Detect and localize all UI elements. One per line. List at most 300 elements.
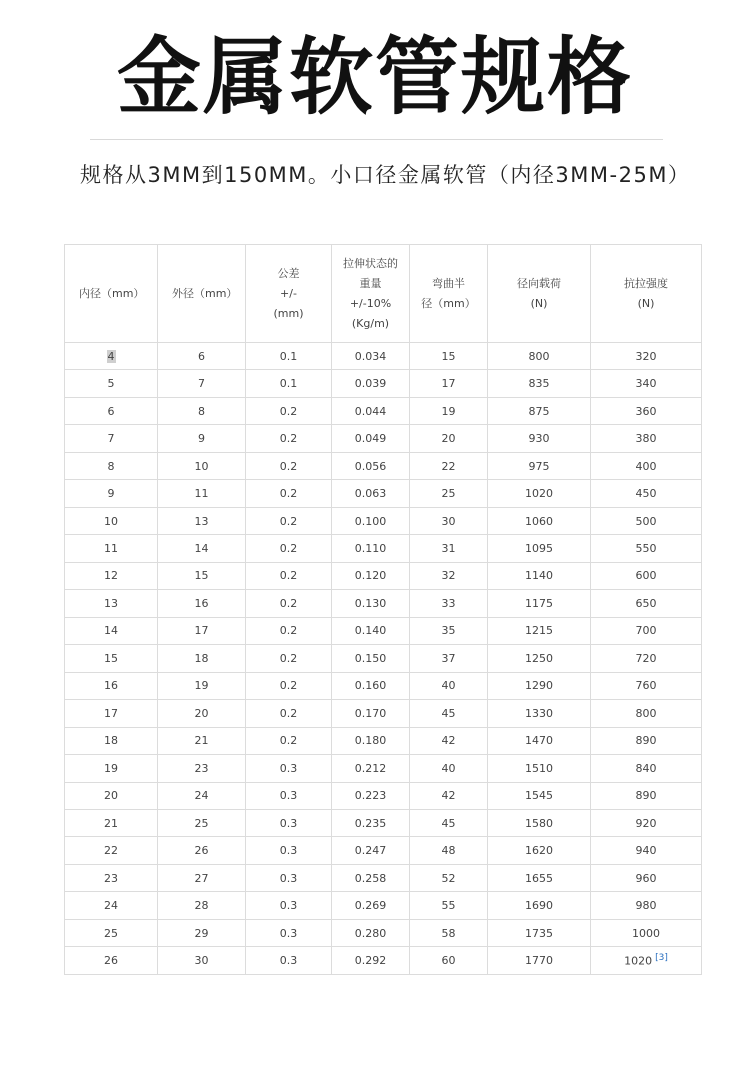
tensile-strength-cell (591, 507, 702, 534)
cell-value: 0.056 (354, 459, 387, 473)
cell-value: 890 (635, 789, 657, 803)
cell-value: 15 (441, 349, 456, 363)
outer-diameter-cell (158, 397, 246, 424)
table-row (65, 700, 702, 727)
cell-value: 1655 (525, 871, 553, 885)
tolerance-cell (246, 782, 332, 809)
cell-value: 7 (198, 377, 205, 391)
cell-value: 21 (194, 734, 209, 748)
cell-value: 23 (104, 871, 118, 885)
cell-value: 0.120 (354, 569, 387, 583)
header-tolerance: 公差 +/- (mm) (246, 245, 332, 343)
outer-diameter-cell (158, 617, 246, 644)
cell-value: 720 (635, 651, 657, 665)
cell-value: 6 (107, 404, 115, 418)
cell-value: 875 (528, 404, 550, 418)
cell-value: 19 (194, 679, 209, 693)
cell-value: 0.2 (279, 596, 298, 610)
inner-diameter-cell (65, 837, 158, 864)
cell-value: 0.280 (354, 926, 387, 940)
cell-value: 40 (441, 679, 456, 693)
bend-radius-cell (410, 452, 488, 479)
tensile-strength-cell (591, 782, 702, 809)
cell-value: 27 (194, 871, 209, 885)
cell-value: 0.2 (279, 542, 298, 556)
cell-value: 22 (104, 844, 118, 858)
bend-radius-cell (410, 919, 488, 946)
cell-value: 0.2 (279, 679, 298, 693)
radial-load-cell (488, 672, 591, 699)
table-row (65, 672, 702, 699)
table-row (65, 480, 702, 507)
cell-value: 1545 (525, 789, 553, 803)
inner-diameter-cell (65, 700, 158, 727)
tolerance-cell (246, 837, 332, 864)
cell-value: 0.130 (354, 596, 387, 610)
bend-radius-cell (410, 645, 488, 672)
tensile-strength-cell (591, 617, 702, 644)
bend-radius-cell (410, 425, 488, 452)
radial-load-cell (488, 755, 591, 782)
cell-value: 30 (441, 514, 456, 528)
cell-value: 32 (441, 569, 456, 583)
cell-value: 42 (441, 734, 456, 748)
weight-cell (332, 452, 410, 479)
bend-radius-cell (410, 480, 488, 507)
cell-value: 7 (107, 432, 115, 446)
table-row (65, 809, 702, 836)
cell-value: 0.049 (354, 432, 387, 446)
cell-value: 0.140 (354, 624, 387, 638)
outer-diameter-cell (158, 480, 246, 507)
cell-value: 0.039 (354, 377, 387, 391)
radial-load-cell (488, 480, 591, 507)
weight-cell (332, 919, 410, 946)
cell-value: 0.3 (279, 844, 298, 858)
cell-value: 48 (441, 844, 456, 858)
tolerance-cell (246, 727, 332, 754)
weight-cell (332, 343, 410, 370)
page-title: 金属软管规格 (116, 28, 633, 126)
inner-diameter-cell (65, 809, 158, 836)
weight-cell (332, 645, 410, 672)
cell-value: 0.180 (354, 734, 387, 748)
tensile-strength-cell (591, 480, 702, 507)
tensile-strength-cell (591, 727, 702, 754)
table-body (65, 343, 702, 975)
inner-diameter-cell (65, 425, 158, 452)
outer-diameter-cell (158, 700, 246, 727)
cell-value: 17 (441, 377, 456, 391)
cell-value: 1770 (525, 954, 553, 968)
tolerance-cell (246, 452, 332, 479)
header-weight: 拉伸状态的 重量 +/-10% (Kg/m) (332, 245, 410, 343)
cell-value: 17 (194, 624, 209, 638)
cell-value: 45 (441, 816, 456, 830)
table-row (65, 343, 702, 370)
inner-diameter-cell (65, 672, 158, 699)
reference-link[interactable]: [3] (655, 953, 668, 964)
outer-diameter-cell (158, 837, 246, 864)
page-subtitle: 规格从3MM到150MM。小口径金属软管（内径3MM-25M） (80, 163, 691, 187)
cell-value: 1470 (525, 734, 553, 748)
table-row (65, 782, 702, 809)
outer-diameter-cell (158, 562, 246, 589)
tolerance-cell (246, 617, 332, 644)
cell-value: 9 (107, 487, 115, 501)
cell-value: 835 (528, 377, 550, 391)
cell-value: 18 (104, 734, 118, 748)
tolerance-cell (246, 947, 332, 975)
header-outer-diameter: 外径（mm） (158, 245, 246, 343)
radial-load-cell (488, 919, 591, 946)
cell-value: 31 (441, 542, 456, 556)
outer-diameter-cell (158, 645, 246, 672)
cell-value: 1510 (525, 761, 553, 775)
cell-value: 0.3 (279, 926, 298, 940)
weight-cell (332, 535, 410, 562)
inner-diameter-cell (65, 590, 158, 617)
table-row (65, 727, 702, 754)
header-bend-radius: 弯曲半 径（mm） (410, 245, 488, 343)
weight-cell (332, 947, 410, 975)
cell-value: 1020 (525, 487, 553, 501)
tensile-strength-cell (591, 837, 702, 864)
radial-load-cell (488, 562, 591, 589)
tolerance-cell (246, 700, 332, 727)
outer-diameter-cell (158, 892, 246, 919)
cell-value: 19 (441, 404, 456, 418)
cell-value: 0.2 (279, 514, 298, 528)
cell-value: 25 (194, 816, 209, 830)
radial-load-cell (488, 452, 591, 479)
tensile-strength-cell (591, 700, 702, 727)
radial-load-cell (488, 370, 591, 397)
table-row (65, 590, 702, 617)
cell-value: 1620 (525, 844, 553, 858)
inner-diameter-cell (65, 480, 158, 507)
cell-value: 0.212 (354, 761, 387, 775)
bend-radius-cell (410, 672, 488, 699)
table-row (65, 535, 702, 562)
cell-value: 0.2 (279, 651, 298, 665)
radial-load-cell (488, 397, 591, 424)
cell-value: 0.2 (279, 459, 298, 473)
cell-value: 16 (104, 679, 118, 693)
radial-load-cell (488, 727, 591, 754)
weight-cell (332, 480, 410, 507)
cell-value: 0.2 (279, 487, 298, 501)
cell-value: 24 (194, 789, 209, 803)
radial-load-cell (488, 645, 591, 672)
bend-radius-cell (410, 782, 488, 809)
cell-value: 52 (441, 871, 456, 885)
table-row (65, 425, 702, 452)
cell-value: 840 (635, 761, 657, 775)
inner-diameter-cell (65, 452, 158, 479)
cell-value: 5 (107, 377, 115, 391)
cell-value: 0.160 (354, 679, 387, 693)
tolerance-cell (246, 590, 332, 617)
cell-value: 0.150 (354, 651, 387, 665)
cell-value: 940 (635, 844, 657, 858)
cell-value: 10 (104, 514, 118, 528)
weight-cell (332, 425, 410, 452)
cell-value: 25 (441, 487, 456, 501)
bend-radius-cell (410, 397, 488, 424)
cell-value: 1000 (632, 926, 660, 940)
inner-diameter-cell (65, 919, 158, 946)
cell-value: 42 (441, 789, 456, 803)
weight-cell (332, 700, 410, 727)
tolerance-cell (246, 343, 332, 370)
cell-value: 800 (635, 706, 657, 720)
bend-radius-cell (410, 507, 488, 534)
cell-value: 17 (104, 706, 118, 720)
cell-value: 19 (104, 761, 118, 775)
table-row (65, 617, 702, 644)
inner-diameter-cell (65, 397, 158, 424)
header-radial-load: 径向载荷 (N) (488, 245, 591, 343)
inner-diameter-cell (65, 782, 158, 809)
cell-value: 0.170 (354, 706, 387, 720)
bend-radius-cell (410, 755, 488, 782)
cell-value: 23 (194, 761, 209, 775)
cell-value: 0.2 (279, 569, 298, 583)
bend-radius-cell (410, 837, 488, 864)
outer-diameter-cell (158, 809, 246, 836)
outer-diameter-cell (158, 452, 246, 479)
table-row (65, 562, 702, 589)
radial-load-cell (488, 809, 591, 836)
cell-value: 700 (635, 624, 657, 638)
cell-value: 800 (528, 349, 550, 363)
tolerance-cell (246, 864, 332, 891)
header-tensile-strength: 抗拉强度 (N) (591, 245, 702, 343)
tensile-strength-cell (591, 809, 702, 836)
cell-value: 650 (635, 596, 657, 610)
weight-cell (332, 864, 410, 891)
cell-value: 30 (194, 954, 209, 968)
tolerance-cell (246, 645, 332, 672)
inner-diameter-cell (65, 947, 158, 975)
cell-value: 1735 (525, 926, 553, 940)
cell-value: 0.034 (354, 349, 387, 363)
bend-radius-cell (410, 892, 488, 919)
cell-value: 340 (635, 377, 657, 391)
tolerance-cell (246, 755, 332, 782)
cell-value: 400 (635, 459, 657, 473)
tolerance-cell (246, 507, 332, 534)
outer-diameter-cell (158, 672, 246, 699)
cell-value: 10 (194, 459, 209, 473)
cell-value: 0.292 (354, 954, 387, 968)
radial-load-cell (488, 425, 591, 452)
cell-value: 760 (635, 679, 657, 693)
cell-value: 55 (441, 899, 456, 913)
tolerance-cell (246, 562, 332, 589)
outer-diameter-cell (158, 343, 246, 370)
table-row (65, 397, 702, 424)
cell-value: 58 (441, 926, 456, 940)
weight-cell (332, 617, 410, 644)
cell-value: 0.2 (279, 706, 298, 720)
cell-value: 0.2 (279, 432, 298, 446)
cell-value: 0.3 (279, 816, 298, 830)
cell-value: 920 (635, 816, 657, 830)
table-row (65, 370, 702, 397)
cell-value: 45 (441, 706, 456, 720)
cell-value: 22 (441, 459, 456, 473)
radial-load-cell (488, 892, 591, 919)
cell-value: 0.247 (354, 844, 387, 858)
table-row (65, 947, 702, 975)
inner-diameter-cell (65, 727, 158, 754)
cell-value: 8 (107, 459, 115, 473)
radial-load-cell (488, 617, 591, 644)
bend-radius-cell (410, 617, 488, 644)
cell-value: 975 (528, 459, 550, 473)
cell-value: 360 (635, 404, 657, 418)
bend-radius-cell (410, 727, 488, 754)
table-row (65, 452, 702, 479)
outer-diameter-cell (158, 590, 246, 617)
cell-value: 16 (194, 596, 209, 610)
bend-radius-cell (410, 343, 488, 370)
cell-value: 600 (635, 569, 657, 583)
cell-value: 0.235 (354, 816, 387, 830)
bend-radius-cell (410, 809, 488, 836)
tensile-strength-cell (591, 892, 702, 919)
bend-radius-cell (410, 864, 488, 891)
cell-value: 8 (198, 404, 205, 418)
cell-value: 1060 (525, 514, 553, 528)
table-row (65, 507, 702, 534)
cell-value: 1290 (525, 679, 553, 693)
tensile-strength-cell (591, 535, 702, 562)
cell-value: 29 (194, 926, 209, 940)
cell-value: 1690 (525, 899, 553, 913)
cell-value: 1580 (525, 816, 553, 830)
cell-value: 0.1 (279, 377, 298, 391)
weight-cell (332, 507, 410, 534)
tensile-strength-cell (591, 755, 702, 782)
cell-value: 380 (635, 432, 657, 446)
cell-value: 12 (104, 569, 118, 583)
radial-load-cell (488, 782, 591, 809)
tolerance-cell (246, 397, 332, 424)
bend-radius-cell (410, 370, 488, 397)
outer-diameter-cell (158, 755, 246, 782)
tensile-strength-cell (591, 397, 702, 424)
cell-value: 1175 (525, 596, 553, 610)
cell-value: 890 (635, 734, 657, 748)
inner-diameter-cell (65, 535, 158, 562)
cell-value: 33 (441, 596, 456, 610)
inner-diameter-cell (65, 645, 158, 672)
title-divider (90, 139, 663, 140)
cell-value: 1020 (624, 954, 653, 968)
cell-value: 450 (635, 487, 657, 501)
cell-value: 21 (104, 816, 118, 830)
cell-value: 0.3 (279, 789, 298, 803)
radial-load-cell (488, 864, 591, 891)
radial-load-cell (488, 700, 591, 727)
cell-value: 37 (441, 651, 456, 665)
weight-cell (332, 782, 410, 809)
outer-diameter-cell (158, 864, 246, 891)
tolerance-cell (246, 425, 332, 452)
outer-diameter-cell (158, 727, 246, 754)
cell-value: 0.2 (279, 404, 298, 418)
weight-cell (332, 837, 410, 864)
cell-value: 24 (104, 899, 118, 913)
cell-value: 980 (635, 899, 657, 913)
tensile-strength-cell (591, 672, 702, 699)
tensile-strength-cell (591, 645, 702, 672)
table-row (65, 864, 702, 891)
cell-value: 930 (528, 432, 550, 446)
inner-diameter-cell (65, 507, 158, 534)
outer-diameter-cell (158, 947, 246, 975)
cell-value: 1330 (525, 706, 553, 720)
cell-value: 0.2 (279, 734, 298, 748)
tolerance-cell (246, 370, 332, 397)
cell-value: 4 (107, 349, 115, 363)
cell-value: 20 (194, 706, 209, 720)
radial-load-cell (488, 343, 591, 370)
cell-value: 0.044 (354, 404, 387, 418)
weight-cell (332, 397, 410, 424)
cell-value: 26 (104, 954, 118, 968)
cell-value: 0.258 (354, 871, 387, 885)
inner-diameter-cell (65, 343, 158, 370)
table-row (65, 837, 702, 864)
tolerance-cell (246, 480, 332, 507)
cell-value: 13 (194, 514, 209, 528)
outer-diameter-cell (158, 535, 246, 562)
bend-radius-cell (410, 535, 488, 562)
tolerance-cell (246, 892, 332, 919)
table-row (65, 892, 702, 919)
cell-value: 1250 (525, 651, 553, 665)
tensile-strength-cell (591, 370, 702, 397)
table-row (65, 755, 702, 782)
inner-diameter-cell (65, 755, 158, 782)
table-row (65, 645, 702, 672)
cell-value: 13 (104, 596, 118, 610)
cell-value: 0.063 (354, 487, 387, 501)
cell-value: 550 (635, 542, 657, 556)
tensile-strength-cell (591, 864, 702, 891)
cell-value: 11 (194, 487, 209, 501)
cell-value: 25 (104, 926, 118, 940)
cell-value: 0.3 (279, 871, 298, 885)
cell-value: 6 (198, 349, 205, 363)
cell-value: 20 (104, 789, 118, 803)
tensile-strength-cell (591, 590, 702, 617)
cell-value: 11 (104, 542, 118, 556)
weight-cell (332, 370, 410, 397)
weight-cell (332, 562, 410, 589)
cell-value: 15 (104, 651, 118, 665)
tolerance-cell (246, 919, 332, 946)
tolerance-cell (246, 535, 332, 562)
cell-value: 0.2 (279, 624, 298, 638)
cell-value: 15 (194, 569, 209, 583)
weight-cell (332, 809, 410, 836)
table-header-row (65, 245, 702, 343)
